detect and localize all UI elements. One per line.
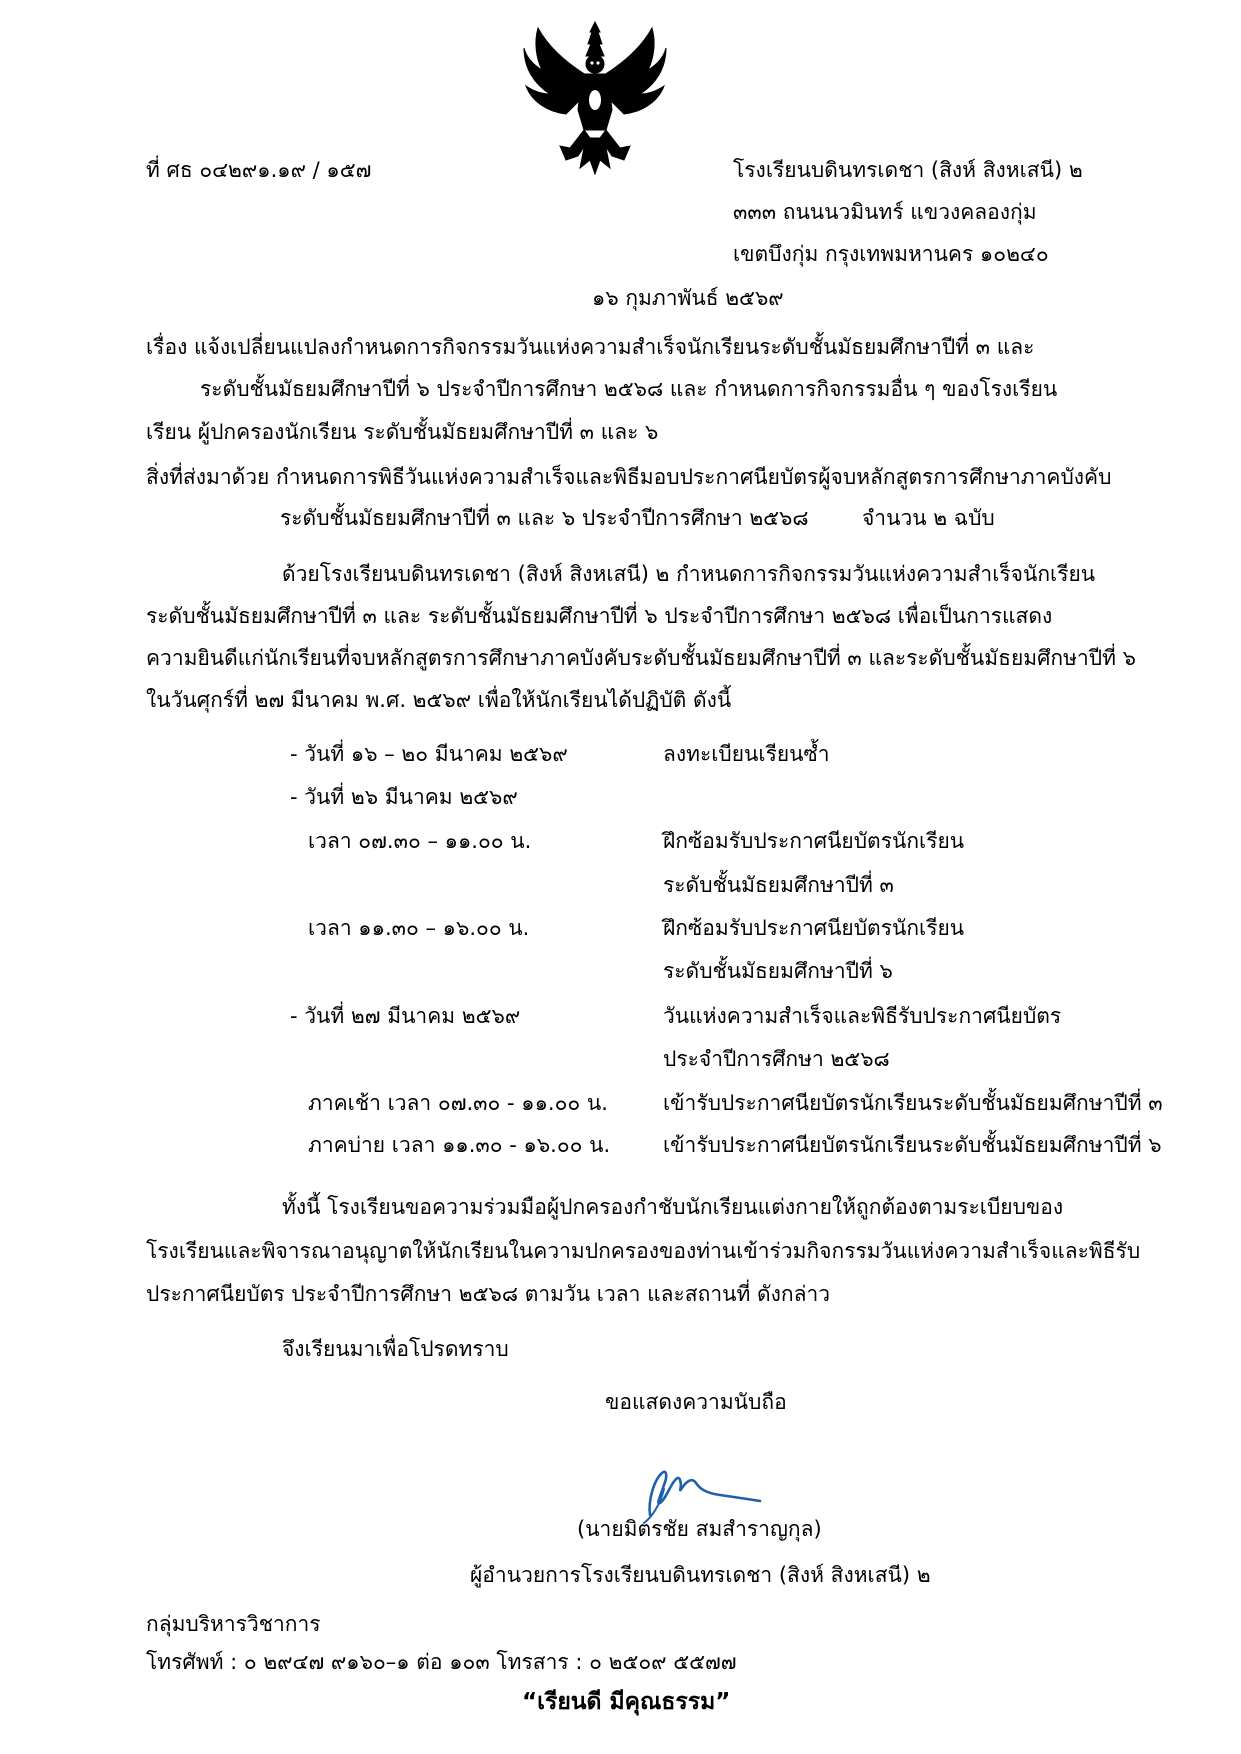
enclosure-count: จำนวน ๒ ฉบับ (862, 506, 995, 530)
letter-date: ๑๖ กุมภาพันธ์ ๒๕๖๙ (592, 286, 784, 310)
signer-name: (นายมิตรชัย สมสำราญกุล) (577, 1517, 822, 1541)
enclosure-line-1: สิ่งที่ส่งมาด้วย กำหนดการพิธีวันแห่งความสำเร็จและพิธีมอบประกาศนียบัตรผู้จบหลักสูตรการศึกษาภาคบังคับ (146, 465, 1112, 489)
paragraph-2-line-3: ประกาศนียบัตร ประจำปีการศึกษา ๒๕๖๘ ตามวัน เวลา และสถานที่ ดังกล่าว (146, 1282, 831, 1306)
reference-number: ที่ ศธ ๐๔๒๙๑.๑๙ / ๑๕๗ (146, 158, 372, 182)
schedule-activity-2a-line-2: ระดับชั้นมัธยมศึกษาปีที่ ๓ (663, 873, 894, 897)
schedule-activity-2b-line-1: ฝึกซ้อมรับประกาศนียบัตรนักเรียน (663, 916, 965, 940)
schedule-activity-2a-line-1: ฝึกซ้อมรับประกาศนียบัตรนักเรียน (663, 829, 965, 853)
paragraph-2-line-2: โรงเรียนและพิจารณาอนุญาตให้นักเรียนในความปกครองของท่านเข้าร่วมกิจกรรมวันแห่งความสำเร็จและพิธีรับ (146, 1239, 1141, 1263)
recipient-line: เรียน ผู้ปกครองนักเรียน ระดับชั้นมัธยมศึกษาปีที่ ๓ และ ๖ (146, 420, 659, 444)
address-line-2: เขตบึงกุ่ม กรุงเทพมหานคร ๑๐๒๔๐ (733, 242, 1049, 266)
schedule-activity-1: ลงทะเบียนเรียนซ้ำ (663, 742, 830, 766)
regards-text: ขอแสดงความนับถือ (605, 1390, 787, 1414)
schedule-date-3: - วันที่ ๒๗ มีนาคม ๒๕๖๙ (290, 1004, 521, 1028)
signature-icon (630, 1445, 770, 1525)
paragraph-1-line-4: ในวันศุกร์ที่ ๒๗ มีนาคม พ.ศ. ๒๕๖๙ เพื่อให้นักเรียนได้ปฏิบัติ ดังนี้ (146, 688, 732, 712)
paragraph-1-line-1: ด้วยโรงเรียนบดินทรเดชา (สิงห์ สิงหเสนี) ๒ กำหนดการกิจกรรมวันแห่งความสำเร็จนักเรียน (282, 562, 1096, 586)
schedule-activity-3a: เข้ารับประกาศนียบัตรนักเรียนระดับชั้นมัธยมศึกษาปีที่ ๓ (663, 1091, 1163, 1115)
schedule-date-2: - วันที่ ๒๖ มีนาคม ๒๕๖๙ (290, 785, 518, 809)
schedule-time-3a: ภาคเช้า เวลา ๐๗.๓๐ - ๑๑.๐๐ น. (308, 1091, 608, 1115)
paragraph-2-line-1: ทั้งนี้ โรงเรียนขอความร่วมมือผู้ปกครองกำชับนักเรียนแต่งกายให้ถูกต้องตามระเบียบของ (282, 1195, 1064, 1219)
closing-line: จึงเรียนมาเพื่อโปรดทราบ (282, 1337, 509, 1361)
paragraph-1-line-3: ความยินดีแก่นักเรียนที่จบหลักสูตรการศึกษาภาคบังคับระดับชั้นมัธยมศึกษาปีที่ ๓ และระดับชั้นมัธยมศึกษาปีที่ ๖ (146, 646, 1136, 670)
subject-line-1: เรื่อง แจ้งเปลี่ยนแปลงกำหนดการกิจกรรมวันแห่งความสำเร็จนักเรียนระดับชั้นมัธยมศึกษาปีที่ ๓ และ (146, 335, 1035, 359)
schedule-activity-2b-line-2: ระดับชั้นมัธยมศึกษาปีที่ ๖ (663, 959, 893, 983)
department-name: กลุ่มบริหารวิชาการ (146, 1612, 321, 1636)
signer-position: ผู้อำนวยการโรงเรียนบดินทรเดชา (สิงห์ สิงหเสนี) ๒ (470, 1563, 931, 1587)
contact-phone: โทรศัพท์ : ๐ ๒๙๔๗ ๙๑๖๐–๑ ต่อ ๑๐๓ โทรสาร : ๐ ๒๕๐๙ ๕๕๗๗ (146, 1650, 737, 1674)
schedule-time-2a: เวลา ๐๗.๓๐ – ๑๑.๐๐ น. (308, 829, 532, 853)
garuda-emblem-icon (520, 20, 670, 175)
school-name: โรงเรียนบดินทรเดชา (สิงห์ สิงหเสนี) ๒ (733, 158, 1083, 182)
schedule-time-3b: ภาคบ่าย เวลา ๑๑.๓๐ - ๑๖.๐๐ น. (308, 1133, 611, 1157)
schedule-time-2b: เวลา ๑๑.๓๐ – ๑๖.๐๐ น. (308, 916, 530, 940)
schedule-date-1: - วันที่ ๑๖ – ๒๐ มีนาคม ๒๕๖๙ (290, 742, 568, 766)
school-motto: “เรียนดี มีคุณธรรม” (522, 1689, 731, 1715)
enclosure-line-2: ระดับชั้นมัธยมศึกษาปีที่ ๓ และ ๖ ประจำปีการศึกษา ๒๕๖๘ (280, 506, 809, 530)
paragraph-1-line-2: ระดับชั้นมัธยมศึกษาปีที่ ๓ และ ระดับชั้นมัธยมศึกษาปีที่ ๖ ประจำปีการศึกษา ๒๕๖๘ เพื่อเป็นการแสดง (146, 604, 1053, 628)
schedule-activity-3b: เข้ารับประกาศนียบัตรนักเรียนระดับชั้นมัธยมศึกษาปีที่ ๖ (663, 1133, 1162, 1157)
schedule-activity-3-line-2: ประจำปีการศึกษา ๒๕๖๘ (663, 1047, 890, 1071)
subject-line-2: ระดับชั้นมัธยมศึกษาปีที่ ๖ ประจำปีการศึกษา ๒๕๖๘ และ กำหนดการกิจกรรมอื่น ๆ ของโรงเรียน (200, 377, 1058, 401)
address-line-1: ๓๓๓ ถนนนวมินทร์ แขวงคลองกุ่ม (733, 200, 1037, 224)
schedule-activity-3-line-1: วันแห่งความสำเร็จและพิธีรับประกาศนียบัตร (663, 1004, 1062, 1028)
